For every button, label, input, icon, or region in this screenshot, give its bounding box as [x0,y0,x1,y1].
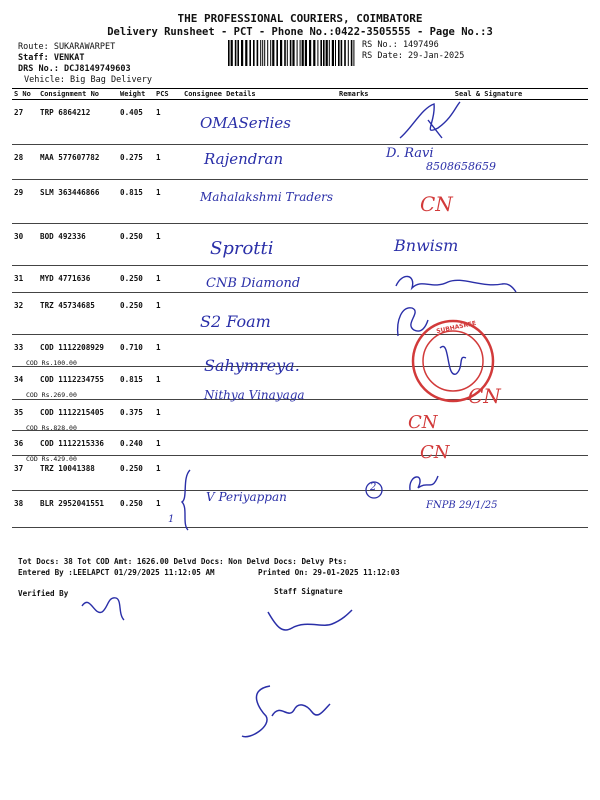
row-consignment-no: TRZ 45734685 [38,293,118,335]
row-consignment-no: COD 1112234755 COD Rs.269.00 [38,367,118,400]
row-pcs: 1 [154,491,182,528]
row-consignment-no: SLM 363446866 [38,180,118,224]
row-remarks [337,400,389,431]
barcode-bar [231,40,233,66]
consignee-hw-33: Sahymreya. [204,356,300,375]
table-header-row [12,89,588,100]
barcode-bar [228,40,230,66]
barcode-bar [260,40,261,66]
col-header-signature: Seal & Signature [389,89,588,100]
row-weight: 0.250 [118,491,154,528]
signature-hw-30: Bnwism [394,236,459,255]
consignee-hw-29: Mahalakshmi Traders [200,190,334,204]
barcode-bar [302,40,304,66]
barcode-bar [335,40,336,66]
barcode-bar [305,40,307,66]
barcode-bar [292,40,294,66]
row-pcs: 1 [154,145,182,180]
row-pcs: 1 [154,180,182,224]
signature-hw-28: D. Ravi [386,146,434,161]
row-remarks [337,293,389,335]
table-row [12,145,588,180]
barcode-bar [300,40,301,66]
barcode-bar [235,40,237,66]
row-remarks [337,100,389,145]
row-consignment-no: MAA 577607782 [38,145,118,180]
staff-label: Staff: VENKAT [18,53,85,63]
barcode-bar [329,40,330,66]
printed-on-line: Printed On: 29-01-2025 11:12:03 [258,568,400,577]
col-header-consignee: Consignee Details [182,89,337,100]
row-sno: 28 [12,145,38,180]
consignee-hw-27: OMASerlies [200,114,291,132]
row-pcs: 1 [154,335,182,367]
verified-by-label: Verified By [18,589,69,598]
cod-amount: COD Rs.269.00 [26,391,77,399]
consignee-hw-30: Sprotti [210,238,274,259]
staff-signature-2 [236,680,336,746]
barcode-bar [264,40,265,66]
row-sno: 36 [12,431,38,456]
row-consignee [182,431,337,456]
row-consignment-no: COD 1112215405 COD Rs.828.00 [38,400,118,431]
row-pcs: 1 [154,431,182,456]
row-weight: 0.250 [118,224,154,266]
col-header-remarks: Remarks [337,89,389,100]
totals-line: Tot Docs: 38 Tot COD Amt: 1626.00 Delvd Docs: Non Delvd Docs: Delvy Pts: [18,557,348,566]
remark-hw-29: CN [420,192,453,216]
delivery-table [12,88,588,528]
row-consignment-no: BOD 492336 [38,224,118,266]
bracket-37-38 [176,468,196,532]
row-signature [389,180,588,224]
barcode-bar [237,40,239,66]
row-pcs: 1 [154,367,182,400]
barcode-bar [309,40,311,66]
row-sno: 33 [12,335,38,367]
row-consignment-no: COD 1112215336 COD Rs.429.00 [38,431,118,456]
cod-amount: COD Rs.429.00 [26,455,77,463]
barcode-bar [272,40,274,66]
drs-label: DRS No.: DCJ8149749603 [18,64,131,74]
table-row [12,100,588,145]
row-sno: 30 [12,224,38,266]
barcode-bar [290,40,292,66]
row-consignment-no: COD 1112208929 COD Rs.100.00 [38,335,118,367]
barcode-bar [313,40,315,66]
row-weight: 0.405 [118,100,154,145]
table-row [12,491,588,528]
barcode-bar [287,40,288,66]
row-consignee [182,400,337,431]
consignee-hw-28: Rajendran [204,150,284,168]
row-remarks [337,335,389,367]
table-row [12,293,588,335]
row-weight: 0.815 [118,367,154,400]
barcode-bar [326,40,328,66]
remark-hw-36: CN [420,442,450,463]
row-remarks [337,145,389,180]
row-pcs: 1 [154,456,182,491]
row-pcs: 1 [154,266,182,293]
row-sno: 29 [12,180,38,224]
row-sno: 27 [12,100,38,145]
barcode-bar [270,40,271,66]
staff-signature-label: Staff Signature [274,587,343,596]
row-weight: 0.250 [118,456,154,491]
barcode-bar [276,40,278,66]
table-row [12,431,588,456]
barcode-bar [249,40,251,66]
entered-by-line: Entered By :LEELAPCT 01/29/2025 11:12:05 AM [18,568,215,577]
row-consignee [182,456,337,491]
row-consignment-no: TRZ 10041388 [38,456,118,491]
row-pcs: 1 [154,400,182,431]
row-consignment-no: MYD 4771636 [38,266,118,293]
row-pcs: 1 [154,100,182,145]
row-sno: 32 [12,293,38,335]
barcode-bar [253,40,255,66]
barcode-bar [323,40,325,66]
row-remarks [337,266,389,293]
circled-number-text-37: 2 [370,482,377,493]
signature-37 [404,468,444,498]
barcode-bar [280,40,282,66]
barcode-bar [348,40,349,66]
barcode-bar [351,40,353,66]
barcode-bar [262,40,263,66]
barcode-bar [320,40,322,66]
row-weight: 0.275 [118,145,154,180]
col-header-weight: Weight [118,89,154,100]
row-remarks [337,224,389,266]
row-sno: 34 [12,367,38,400]
barcode-bar [257,40,259,66]
rs-date: RS Date: 29-Jan-2025 [362,51,465,61]
barcode-bar [344,40,346,66]
barcode [228,40,356,66]
row-remarks [337,180,389,224]
barcode-bar [332,40,334,66]
phone-hw-28: 8508658659 [426,160,496,173]
signature-31 [392,268,522,298]
row-consignment-no: BLR 2952041551 [38,491,118,528]
row-remarks [337,431,389,456]
col-header-pcs: PCS [154,89,182,100]
row-sno: 37 [12,456,38,491]
runsheet-title: Delivery Runsheet - PCT - Phone No.:0422-3505555 - Page No.:3 [107,26,493,38]
signature-hw-37: FNPB 29/1/25 [426,500,498,511]
remark-hw-35: CN [408,412,438,433]
table-row [12,335,588,367]
vehicle-label: Vehicle: Big Bag Delivery [24,75,152,85]
cod-amount: COD Rs.828.00 [26,424,77,432]
company-title: THE PROFESSIONAL COURIERS, COIMBATORE [177,12,423,25]
remark-hw-34: CN [468,384,501,408]
barcode-bar [241,40,243,66]
row-weight: 0.375 [118,400,154,431]
row-sno: 38 [12,491,38,528]
consignee-hw-31: CNB Diamond [206,276,301,291]
col-header-consignment: Consignment No [38,89,118,100]
table-row [12,400,588,431]
barcode-bar [297,40,298,66]
row-weight: 0.815 [118,180,154,224]
barcode-bar [341,40,343,66]
row-weight: 0.250 [118,293,154,335]
row-signature [389,431,588,456]
note-hw-38: 1 [168,514,175,525]
barcode-bar [338,40,340,66]
rs-number: RS No.: 1497496 [362,40,439,50]
verified-signature [78,590,138,626]
staff-signature-1 [262,604,358,644]
consignee-hw-32: S2 Foam [200,312,271,331]
col-header-sno: S No [12,89,38,100]
row-pcs: 1 [154,293,182,335]
barcode-bar [245,40,247,66]
row-sno: 31 [12,266,38,293]
row-consignment-no: TRP 6864212 [38,100,118,145]
consignee-hw-34: Nithya Vinayaga [204,388,305,402]
row-sno: 35 [12,400,38,431]
table-row [12,456,588,491]
barcode-bar [267,40,268,66]
row-weight: 0.250 [118,266,154,293]
row-remarks [337,367,389,400]
cod-amount: COD Rs.100.00 [26,359,77,367]
table-row [12,224,588,266]
row-weight: 0.710 [118,335,154,367]
barcode-bar [317,40,318,66]
consignee-hw-37: V Periyappan [206,490,287,504]
row-weight: 0.240 [118,431,154,456]
route-label: Route: SUKARAWARPET [18,42,116,52]
barcode-bar [284,40,286,66]
stamp-text: SUBHASREE [435,319,477,336]
signature-27 [392,98,472,146]
barcode-bar [353,40,354,66]
row-pcs: 1 [154,224,182,266]
